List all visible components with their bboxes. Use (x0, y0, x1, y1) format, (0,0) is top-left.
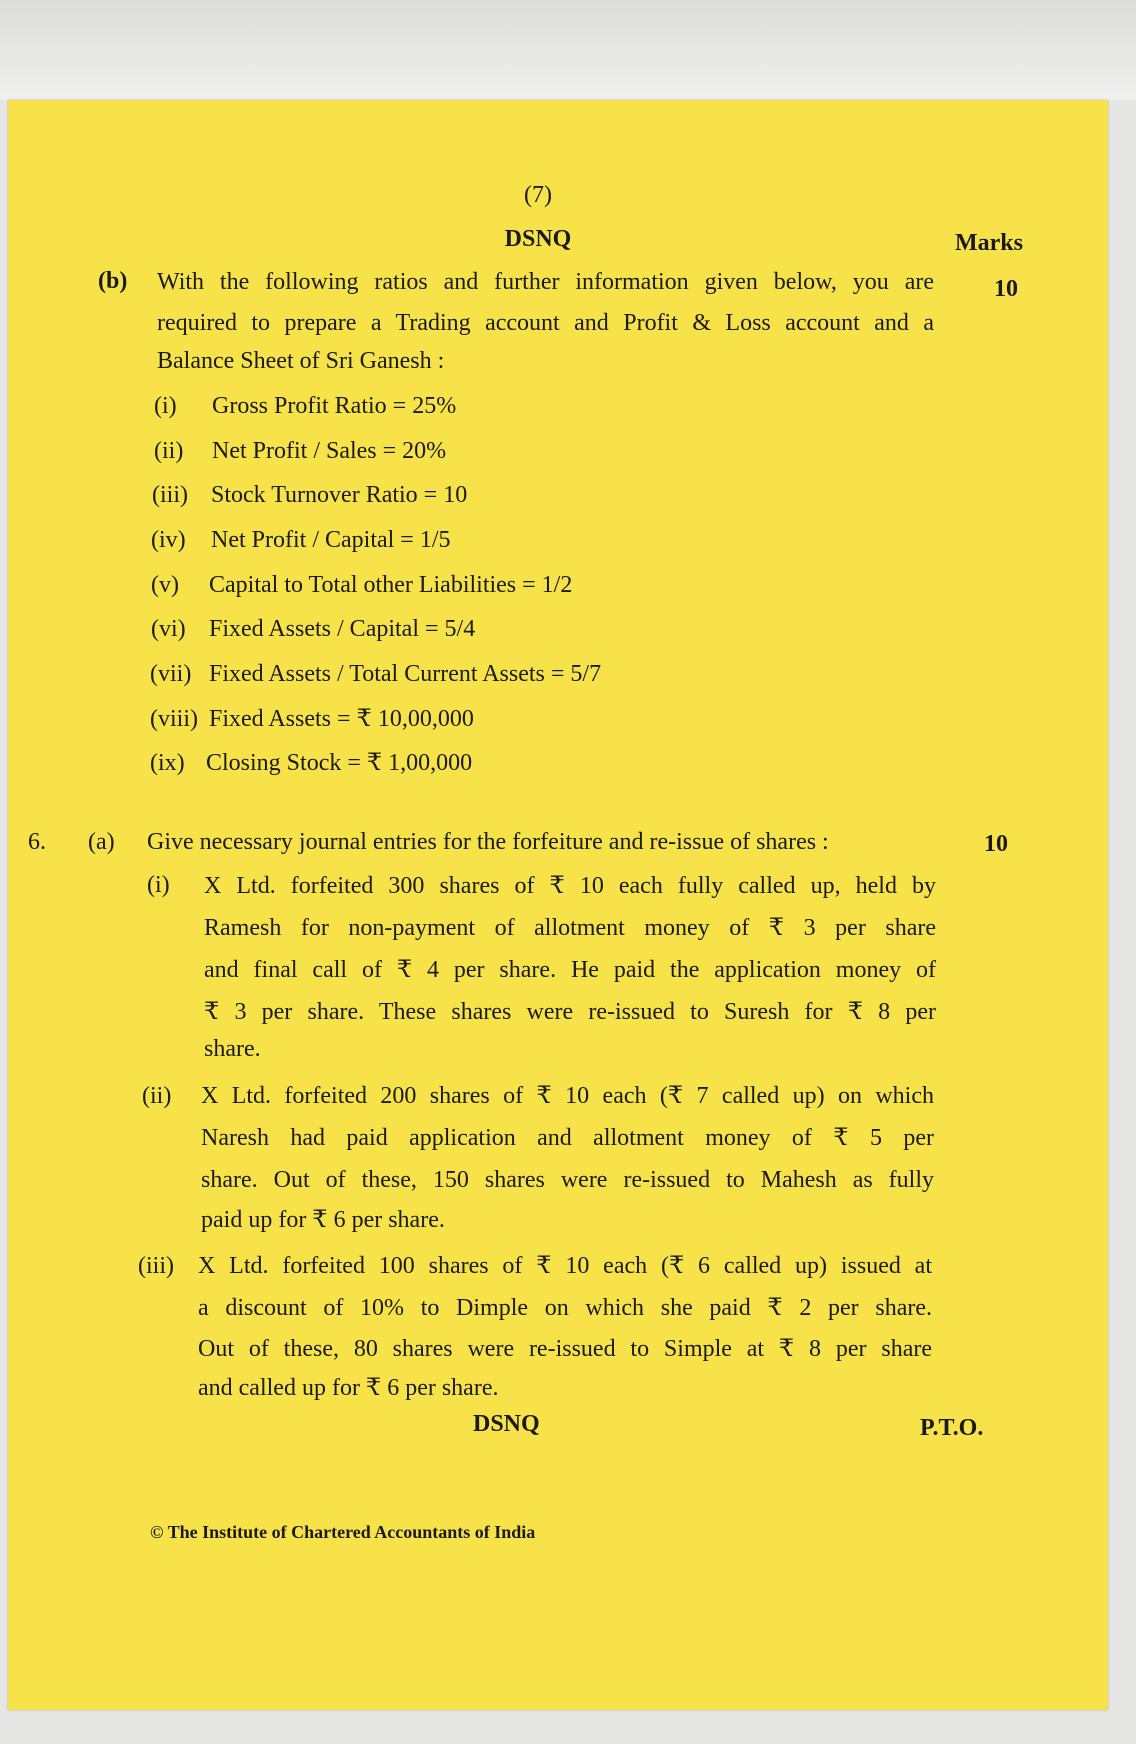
ratio-item-number: (iv) (151, 527, 186, 553)
q5b-label: (b) (98, 268, 128, 294)
ratio-item-text: Fixed Assets / Capital = 5/4 (209, 616, 476, 642)
part-number: (iii) (138, 1253, 174, 1279)
q6a-label: (a) (88, 829, 115, 855)
ratio-item-text: Net Profit / Sales = 20% (212, 438, 447, 464)
ratio-item-number: (v) (151, 572, 179, 598)
q5b-intro-line: Balance Sheet of Sri Ganesh : (157, 348, 445, 374)
ratio-item-number: (iii) (152, 482, 188, 508)
paper-code: DSNQ (504, 226, 572, 252)
q5b-intro-line: With the following ratios and further information given below, you are (157, 269, 934, 295)
part-line: Naresh had paid application and allotment money of ₹ 5 per (201, 1125, 934, 1151)
ratio-item-text: Net Profit / Capital = 1/5 (211, 527, 451, 553)
ratio-item-number: (ii) (154, 438, 184, 464)
part-line: paid up for ₹ 6 per share. (201, 1207, 445, 1233)
part-line: X Ltd. forfeited 300 shares of ₹ 10 each fully called up, held by (204, 873, 936, 899)
part-number: (i) (147, 872, 170, 898)
part-number: (ii) (142, 1083, 172, 1109)
ratio-item-text: Closing Stock = ₹ 1,00,000 (206, 750, 473, 776)
part-line: X Ltd. forfeited 200 shares of ₹ 10 each (₹ 7 called up) on which (201, 1083, 934, 1109)
marks-heading: Marks (955, 230, 1023, 256)
copyright-line: © The Institute of Chartered Accountants of India (150, 1522, 536, 1542)
q6a-marks: 10 (984, 831, 1008, 857)
part-line: and final call of ₹ 4 per share. He paid the application money of (204, 957, 936, 983)
ratio-item-text: Capital to Total other Liabilities = 1/2 (209, 572, 573, 598)
ratio-item-number: (vi) (151, 616, 186, 642)
part-line: Ramesh for non-payment of allotment money of ₹ 3 per share (204, 915, 936, 941)
ratio-item-number: (ix) (150, 750, 185, 776)
part-line: Out of these, 80 shares were re-issued to Simple at ₹ 8 per share (198, 1336, 932, 1362)
q6a-title: Give necessary journal entries for the forfeiture and re-issue of shares : (147, 829, 829, 855)
q5b-marks: 10 (994, 276, 1018, 302)
part-line: X Ltd. forfeited 100 shares of ₹ 10 each (₹ 6 called up) issued at (198, 1253, 932, 1279)
question-number: 6. (28, 829, 46, 855)
part-line: ₹ 3 per share. These shares were re-issued to Suresh for ₹ 8 per (204, 999, 936, 1025)
part-line: share. Out of these, 150 shares were re-issued to Mahesh as fully (201, 1167, 934, 1193)
page-number: (7) (524, 182, 552, 208)
exam-page (8, 100, 1108, 1710)
ratio-item-text: Stock Turnover Ratio = 10 (211, 482, 468, 508)
q5b-intro-line: required to prepare a Trading account and Profit & Loss account and a (157, 310, 934, 336)
ratio-item-number: (vii) (150, 661, 192, 687)
ratio-item-text: Fixed Assets / Total Current Assets = 5/7 (209, 661, 602, 687)
ratio-item-text: Gross Profit Ratio = 25% (212, 393, 457, 419)
ratio-item-text: Fixed Assets = ₹ 10,00,000 (209, 706, 474, 732)
footer-paper-code: DSNQ (473, 1411, 540, 1437)
pto-label: P.T.O. (920, 1415, 984, 1441)
ratio-item-number: (viii) (150, 706, 198, 732)
ratio-item-number: (i) (154, 393, 177, 419)
scan-top-margin (0, 0, 1136, 100)
part-line: share. (204, 1036, 261, 1062)
part-line: a discount of 10% to Dimple on which she paid ₹ 2 per share. (198, 1295, 932, 1321)
part-line: and called up for ₹ 6 per share. (198, 1375, 499, 1401)
